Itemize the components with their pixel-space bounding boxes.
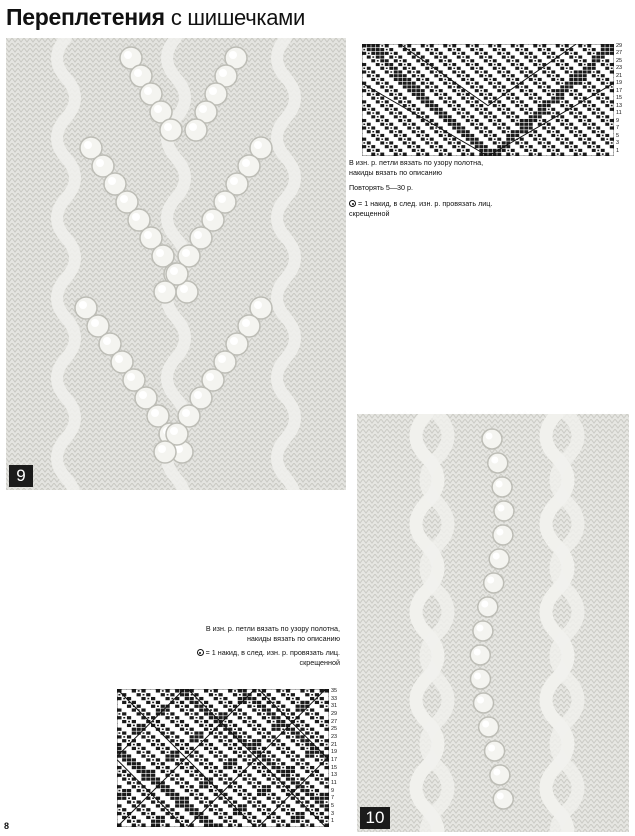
bobble: [479, 717, 499, 737]
row-number: 15: [616, 95, 623, 102]
chart-cells: [362, 44, 614, 156]
bobble: [478, 597, 498, 617]
row-number: 25: [331, 726, 338, 733]
row-number: 31: [331, 703, 338, 710]
bobble: [160, 119, 182, 141]
bobble: [492, 477, 512, 497]
pattern-10-legend-line2: скрещенной: [299, 658, 340, 668]
bobble: [482, 429, 502, 449]
bobble: [485, 741, 505, 761]
bobble: [154, 281, 176, 303]
bobble: [185, 119, 207, 141]
pattern-10-row-numbers: [331, 689, 345, 827]
row-number: 15: [331, 764, 338, 771]
bobble: [493, 789, 513, 809]
bobble: [473, 621, 493, 641]
pattern-9-chart: [362, 44, 630, 156]
row-number: 27: [331, 718, 338, 725]
title-sub: с шишечками: [170, 5, 305, 30]
pattern-9-note-line2: накиды вязать по описанию: [349, 167, 443, 177]
row-number: 7: [616, 125, 620, 132]
pattern-9-knit-illustration: [6, 38, 346, 490]
bobble: [470, 669, 490, 689]
row-number: 25: [616, 57, 623, 64]
row-number: 1: [616, 147, 620, 154]
row-number: 1: [331, 818, 335, 825]
pattern-9-row-numbers: [616, 44, 630, 156]
row-number: 17: [616, 87, 623, 94]
row-number: 5: [616, 132, 620, 139]
row-number: 9: [616, 117, 620, 124]
chart-cells: [117, 689, 329, 827]
row-number: 35: [331, 688, 338, 694]
bobble: [470, 645, 490, 665]
row-number: 21: [616, 72, 623, 79]
row-number: 29: [616, 43, 623, 49]
pattern-9-legend: [349, 199, 539, 209]
row-number: 17: [331, 757, 338, 763]
pattern-9-legend-line1: = 1 накид, в след. изн. р. провязать лиц.: [358, 199, 493, 209]
row-number: 29: [331, 711, 338, 717]
pattern-10-knit-illustration: [357, 414, 629, 832]
row-number: 23: [331, 734, 338, 740]
row-number: 13: [616, 102, 623, 109]
bobble-circle-icon: [197, 649, 204, 656]
title-main: Переплетения: [6, 4, 165, 30]
page-number: 8: [4, 821, 10, 831]
pattern-9-legend-line2: скрещенной: [349, 208, 390, 218]
pattern-10-photo: [357, 414, 629, 832]
row-number: 3: [331, 810, 335, 817]
pattern-10-note-line1: В изн. р. петли вязать по узору полотна,: [205, 624, 340, 633]
bobble: [493, 525, 513, 545]
row-number: 33: [331, 695, 338, 702]
page-title: [6, 4, 305, 31]
bobble: [488, 453, 508, 473]
row-number: 27: [616, 50, 623, 57]
row-number: 13: [331, 772, 338, 779]
pattern-10-chart: [117, 689, 345, 827]
bobble: [490, 765, 510, 785]
pattern-10-note-line2: накиды вязать по описанию: [246, 633, 340, 643]
row-number: 11: [616, 110, 622, 117]
bobble: [494, 501, 514, 521]
bobble: [484, 573, 504, 593]
row-number: 11: [331, 780, 337, 786]
row-number: 7: [331, 795, 335, 802]
pattern-9-notes: [349, 158, 539, 219]
row-number: 21: [331, 741, 338, 748]
pattern-9-note-line1: В изн. р. петли вязать по узору полотна,: [349, 158, 484, 167]
row-number: 3: [616, 140, 620, 147]
row-number: 19: [331, 749, 338, 756]
pattern-10-notes: [140, 624, 340, 668]
row-number: 19: [616, 80, 623, 87]
pattern-9-photo: [6, 38, 346, 490]
pattern-9-number: 9: [9, 465, 33, 487]
pattern-9-chart-grid: [362, 44, 614, 156]
row-number: 23: [616, 65, 623, 72]
row-number: 5: [331, 803, 335, 809]
pattern-10-legend: [140, 648, 340, 658]
bobble-circle-icon: [349, 200, 356, 207]
pattern-9-repeat: Повторять 5—30 р.: [349, 183, 414, 193]
bobble: [489, 549, 509, 569]
pattern-10-chart-grid: [117, 689, 329, 827]
pattern-10-legend-line1: = 1 накид, в след. изн. р. провязать лиц.: [205, 648, 340, 658]
row-number: 9: [331, 787, 335, 794]
bobble: [474, 693, 494, 713]
bobble: [154, 441, 176, 463]
pattern-10-number: 10: [360, 807, 390, 829]
